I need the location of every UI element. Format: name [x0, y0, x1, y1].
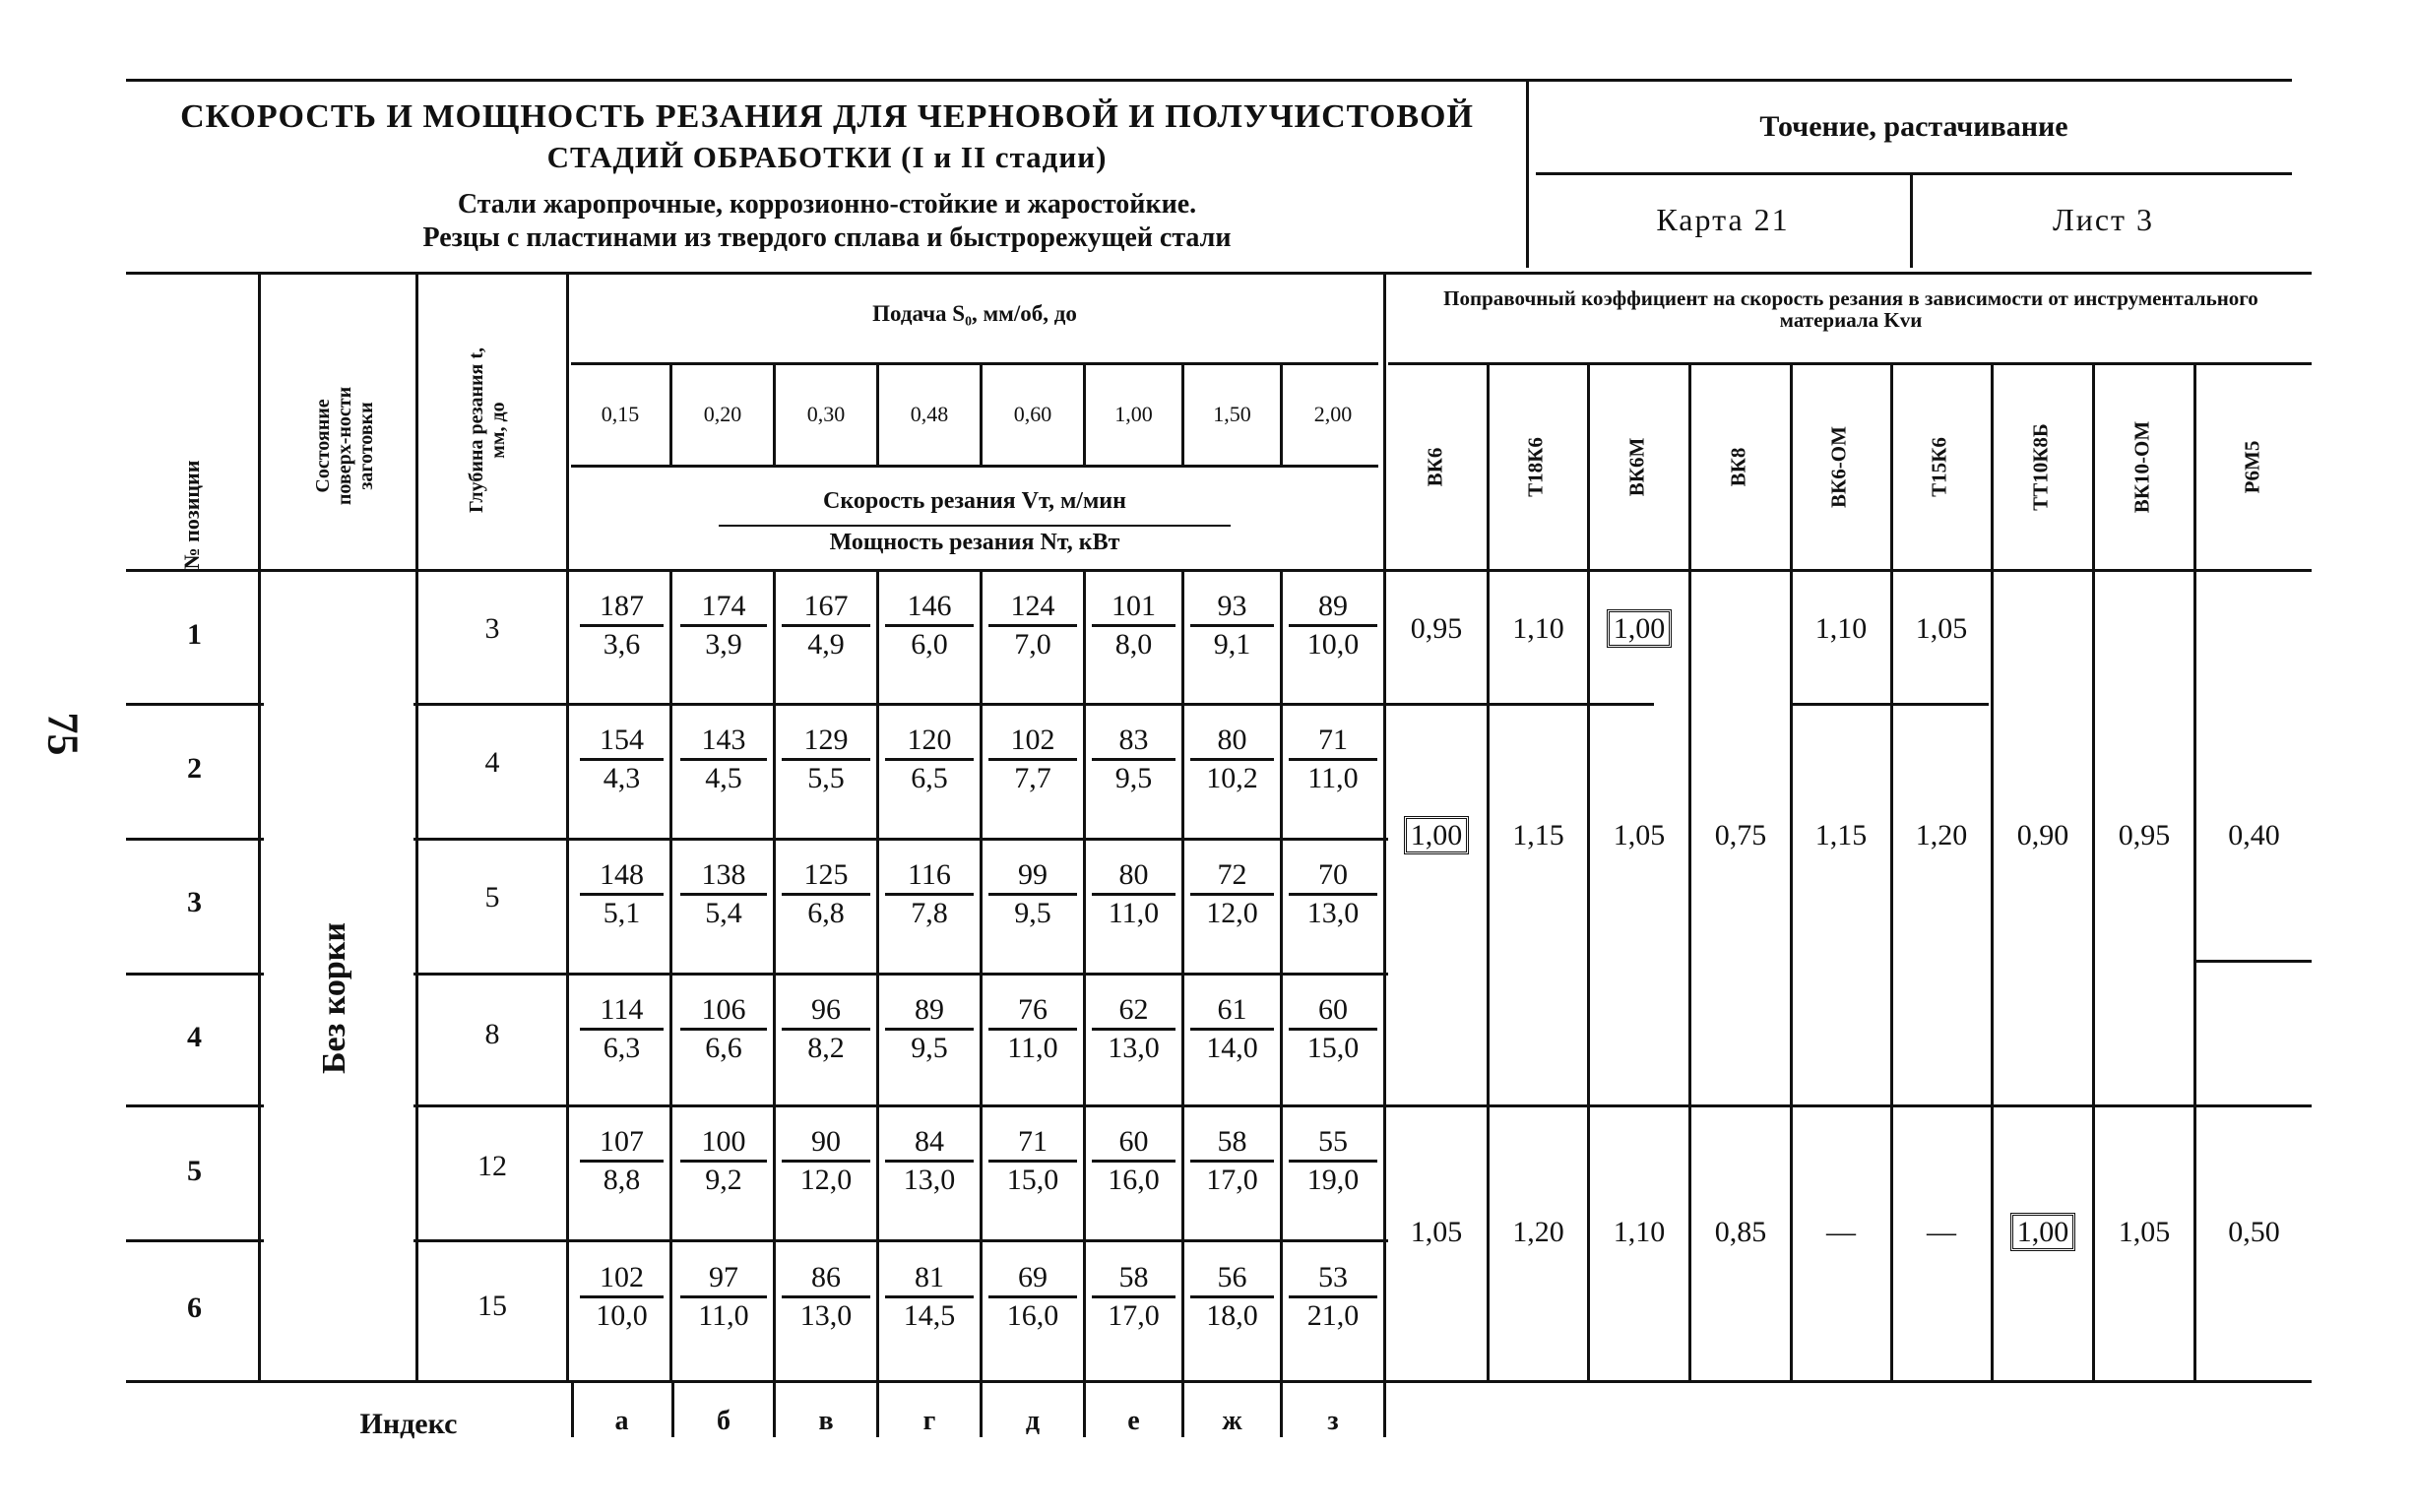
speed-power-cell — [680, 1124, 767, 1198]
body-col-5 — [1083, 569, 1086, 1380]
cutting-power: 9,2 — [705, 1164, 742, 1196]
material-label: ВК10-ОМ — [2129, 420, 2154, 514]
title-line-2: СТАДИЙ ОБРАБОТКИ (I и II стадии) — [546, 140, 1108, 174]
cutting-speed: 187 — [580, 589, 664, 627]
col-line-pos — [258, 272, 261, 1380]
cutting-speed: 58 — [1190, 1124, 1274, 1163]
speed-power-cell — [580, 992, 664, 1066]
speed-power-cell — [885, 1260, 974, 1334]
feed-value: 2,00 — [1313, 402, 1353, 426]
coef-value: 0,40 — [2228, 819, 2280, 851]
index-letter: з — [1327, 1406, 1339, 1436]
material-label: ВК6-ОМ — [1826, 426, 1851, 508]
coef-value: 0,50 — [2228, 1216, 2280, 1248]
cutting-power: 10,0 — [596, 1299, 648, 1332]
speed-power-cell — [680, 1260, 767, 1334]
cutting-power: 6,8 — [807, 897, 845, 929]
index-letter: г — [922, 1406, 936, 1436]
coef-value: 1,05 — [1613, 819, 1666, 851]
cutting-speed: 89 — [885, 992, 974, 1031]
coef-value: 1,05 — [1410, 1216, 1463, 1248]
speed-power-cell — [885, 723, 974, 796]
speed-power-cell — [988, 1260, 1077, 1334]
speed-power-cell — [1092, 723, 1175, 796]
speed-power-cell — [1092, 857, 1175, 931]
cutting-speed: 116 — [885, 857, 974, 896]
index-letter: д — [1025, 1406, 1041, 1436]
coef-value: 0,95 — [2118, 819, 2171, 851]
index-letter: в — [818, 1406, 834, 1436]
coef-value: 0,95 — [1410, 612, 1463, 645]
cutting-speed: 167 — [782, 589, 870, 627]
cutting-speed: 102 — [580, 1260, 664, 1298]
cutting-speed: 72 — [1190, 857, 1274, 896]
speed-power-cell — [680, 992, 767, 1066]
cutting-speed: 83 — [1092, 723, 1175, 761]
speed-power-cell — [1289, 857, 1377, 931]
cutting-speed: 100 — [680, 1124, 767, 1163]
coef-value — [1386, 819, 1487, 852]
cutting-power: 8,2 — [807, 1032, 845, 1064]
cutting-power: 12,0 — [799, 1164, 853, 1196]
cutting-power: 7,0 — [1014, 628, 1051, 661]
cutting-power: 13,0 — [799, 1299, 853, 1332]
body-col-1 — [669, 569, 672, 1380]
feed-value: 1,00 — [1114, 402, 1153, 426]
col-line-surface — [415, 272, 418, 1380]
cutting-speed: 138 — [680, 857, 767, 896]
header-divider — [1526, 79, 1529, 268]
cutting-power: 5,1 — [603, 897, 641, 929]
speed-power-cell — [1289, 1260, 1377, 1334]
speed-power-cell — [580, 723, 664, 796]
card-label: Карта 21 — [1656, 202, 1790, 237]
coef-value: 0,75 — [1714, 819, 1767, 851]
cutting-speed: 80 — [1092, 857, 1175, 896]
speed-power-cell — [1289, 723, 1377, 796]
cutting-power: 9,5 — [911, 1032, 948, 1064]
index-letter: а — [614, 1406, 629, 1436]
body-col-6 — [1181, 569, 1184, 1380]
cutting-power: 13,0 — [903, 1164, 956, 1196]
speed-power-cell — [1190, 723, 1274, 796]
cutting-power: 4,5 — [705, 762, 742, 794]
speed-power-cell — [1289, 1124, 1377, 1198]
feed-values-line — [571, 465, 1378, 468]
table-top-border — [126, 272, 2312, 275]
cutting-power: 14,5 — [903, 1299, 956, 1332]
row-depth: 12 — [477, 1150, 507, 1182]
cutting-speed: 55 — [1289, 1124, 1377, 1163]
cutting-power: 4,3 — [603, 762, 641, 794]
cutting-speed: 69 — [988, 1260, 1077, 1298]
cutting-power: 13,0 — [1108, 1032, 1160, 1064]
row-position: 1 — [187, 618, 202, 651]
material-label: ВК6 — [1423, 447, 1447, 487]
cutting-power: 4,9 — [807, 628, 845, 661]
speed-power-cell — [885, 992, 974, 1066]
coef-sep-d — [1388, 1104, 2312, 1107]
cutting-speed: 114 — [580, 992, 664, 1031]
index-letter: ж — [1222, 1406, 1242, 1436]
speed-power-cell — [1289, 992, 1377, 1066]
cutting-power: 5,5 — [807, 762, 845, 794]
speed-power-cell — [782, 992, 870, 1066]
coef-boxed: 1,00 — [2010, 1213, 2076, 1251]
coef-value: 1,10 — [1613, 1216, 1666, 1248]
cutting-speed: 90 — [782, 1124, 870, 1163]
cutting-power: 6,5 — [911, 762, 948, 794]
speed-power-cell — [1092, 992, 1175, 1066]
body-col-7 — [1280, 569, 1283, 1380]
feed-value: 0,15 — [601, 402, 640, 426]
coef-value — [1590, 612, 1688, 646]
col-line-depth — [566, 272, 569, 1380]
cutting-power: 7,7 — [1014, 762, 1051, 794]
cutting-speed: 70 — [1289, 857, 1377, 896]
body-col-4 — [980, 569, 983, 1380]
coef-value: 0,85 — [1714, 1216, 1767, 1248]
speed-power-cell — [1092, 589, 1175, 662]
body-col-3 — [876, 569, 879, 1380]
coef-value: 1,05 — [2118, 1216, 2171, 1248]
speed-power-cell — [1190, 589, 1274, 662]
row-position: 6 — [187, 1292, 202, 1324]
header-coef: Поправочный коэффициент на скорость резания в зависимости от инструментального материала Kvи — [1443, 286, 2258, 332]
speed-power-cell — [580, 1124, 664, 1198]
coef-value: 0,90 — [2016, 819, 2069, 851]
coef-value: — — [1826, 1216, 1856, 1248]
cutting-speed: 53 — [1289, 1260, 1377, 1298]
row-depth: 8 — [484, 1018, 500, 1050]
speed-power-cell — [988, 589, 1077, 662]
cutting-power: 19,0 — [1306, 1164, 1360, 1196]
speed-power-cell — [580, 1260, 664, 1334]
material-label: Р6М5 — [2240, 440, 2264, 494]
row-depth: 15 — [477, 1290, 507, 1322]
index-col-8 — [1383, 1383, 1386, 1437]
cutting-speed: 93 — [1190, 589, 1274, 627]
speed-power-cell — [988, 1124, 1077, 1198]
cutting-power: 9,5 — [1114, 762, 1153, 794]
cutting-power: 9,5 — [1014, 897, 1051, 929]
cutting-speed: 107 — [580, 1124, 664, 1163]
speed-power-cell — [782, 1124, 870, 1198]
cutting-power: 6,6 — [705, 1032, 742, 1064]
speed-power-cell — [580, 589, 664, 662]
feed-value: 0,60 — [1013, 402, 1052, 426]
header-feed: Подача S₀, мм/об, до — [872, 301, 1077, 326]
cutting-power: 3,6 — [603, 628, 641, 661]
feed-value: 0,48 — [910, 402, 949, 426]
speed-power-divider — [719, 525, 1231, 527]
cutting-power: 5,4 — [705, 897, 742, 929]
cutting-speed: 56 — [1190, 1260, 1274, 1298]
page-number: 75 — [38, 712, 88, 756]
cutting-speed: 80 — [1190, 723, 1274, 761]
cutting-power: 18,0 — [1206, 1299, 1258, 1332]
coef-value: 1,15 — [1512, 819, 1564, 851]
row-position: 3 — [187, 886, 202, 918]
header-surface: Состояние поверх-ности заготовки — [312, 386, 377, 506]
cutting-speed: 81 — [885, 1260, 974, 1298]
coef-sep-c — [2195, 960, 2312, 963]
cutting-power: 10,0 — [1306, 628, 1360, 661]
top-border — [126, 79, 2292, 82]
coef-value: 1,20 — [1915, 819, 1968, 851]
cutting-speed: 120 — [885, 723, 974, 761]
cutting-power: 12,0 — [1206, 897, 1258, 929]
material-label: Т15К6 — [1927, 437, 1951, 497]
cutting-speed: 148 — [580, 857, 664, 896]
material-label: Т18К6 — [1523, 437, 1548, 497]
speed-power-cell — [680, 589, 767, 662]
cutting-power: 17,0 — [1206, 1164, 1258, 1196]
coef-sep-a — [1388, 703, 1654, 706]
cutting-power: 14,0 — [1206, 1032, 1258, 1064]
speed-power-cell — [1092, 1260, 1175, 1334]
cutting-power: 11,0 — [1307, 762, 1359, 794]
cutting-power: 11,0 — [698, 1299, 749, 1332]
cutting-power: 13,0 — [1306, 897, 1360, 929]
speed-power-cell — [988, 857, 1077, 931]
header-depth: Глубина резания t, мм, до — [466, 346, 509, 514]
table-bottom-border — [126, 1380, 2312, 1383]
coef-value: 1,20 — [1512, 1216, 1564, 1248]
cutting-speed: 125 — [782, 857, 870, 896]
coef-value: 1,10 — [1512, 612, 1564, 645]
cutting-power: 6,3 — [603, 1032, 641, 1064]
speed-power-cell — [782, 589, 870, 662]
cutting-speed: 106 — [680, 992, 767, 1031]
subtitle-line-1: Стали жаропрочные, коррозионно-стойкие и жаростойкие. — [457, 189, 1197, 220]
coef-value: 1,10 — [1814, 612, 1868, 645]
speed-power-cell — [580, 857, 664, 931]
cutting-speed: 61 — [1190, 992, 1274, 1031]
speed-power-cell — [782, 1260, 870, 1334]
speed-power-cell — [1289, 589, 1377, 662]
feed-value: 1,50 — [1213, 402, 1251, 426]
cutting-speed: 60 — [1289, 992, 1377, 1031]
speed-label: Скорость резания Vт, м/мин — [823, 488, 1126, 514]
speed-power-cell — [1190, 992, 1274, 1066]
cutting-speed: 58 — [1092, 1260, 1175, 1298]
cutting-speed: 102 — [988, 723, 1077, 761]
speed-power-cell — [1190, 1124, 1274, 1198]
title-line-1: СКОРОСТЬ И МОЩНОСТЬ РЕЗАНИЯ ДЛЯ ЧЕРНОВОЙ И ПОЛУЧИСТОВОЙ — [180, 98, 1474, 135]
speed-power-cell — [1092, 1124, 1175, 1198]
cutting-speed: 60 — [1092, 1124, 1175, 1163]
cutting-speed: 99 — [988, 857, 1077, 896]
operation-label: Точение, растачивание — [1759, 110, 2068, 143]
cutting-power: 15,0 — [1306, 1032, 1360, 1064]
index-label: Индекс — [359, 1408, 458, 1440]
speed-power-cell — [988, 992, 1077, 1066]
cutting-power: 11,0 — [1007, 1032, 1058, 1064]
cutting-power: 15,0 — [1006, 1164, 1059, 1196]
power-label: Мощность резания Nт, кВт — [829, 530, 1120, 555]
cutting-speed: 146 — [885, 589, 974, 627]
feed-header-line — [571, 362, 1378, 365]
speed-power-cell — [988, 723, 1077, 796]
cutting-speed: 71 — [1289, 723, 1377, 761]
header-position: № позиции — [179, 460, 204, 570]
speed-power-cell — [885, 857, 974, 931]
row-depth: 5 — [484, 881, 500, 914]
speed-power-cell — [782, 857, 870, 931]
cutting-power: 8,0 — [1114, 628, 1153, 661]
material-label: ТТ10К8Б — [2028, 423, 2053, 511]
coef-value: — — [1927, 1216, 1956, 1248]
coef-value: 1,15 — [1814, 819, 1868, 851]
row-position: 5 — [187, 1155, 202, 1187]
speed-power-cell — [1190, 857, 1274, 931]
header-right-divider — [1536, 172, 2292, 175]
cutting-speed: 86 — [782, 1260, 870, 1298]
row-position: 2 — [187, 752, 202, 785]
table-header-bottom — [126, 569, 2312, 572]
cutting-power: 3,9 — [705, 628, 742, 661]
cutting-speed: 174 — [680, 589, 767, 627]
material-label: ВК6М — [1624, 437, 1649, 497]
cutting-speed: 143 — [680, 723, 767, 761]
speed-power-cell — [885, 1124, 974, 1198]
cutting-speed: 84 — [885, 1124, 974, 1163]
cutting-power: 16,0 — [1108, 1164, 1160, 1196]
row-position: 4 — [187, 1021, 202, 1053]
coef-value — [1994, 1216, 2092, 1249]
cutting-speed: 154 — [580, 723, 664, 761]
cutting-speed: 97 — [680, 1260, 767, 1298]
coef-boxed: 1,00 — [1607, 609, 1673, 648]
cutting-power: 16,0 — [1006, 1299, 1059, 1332]
subtitle-line-2: Резцы с пластинами из твердого сплава и быстрорежущей стали — [422, 222, 1232, 253]
cutting-power: 10,2 — [1206, 762, 1258, 794]
card-sheet-divider — [1910, 175, 1913, 268]
speed-power-cell — [782, 723, 870, 796]
speed-power-cell — [680, 723, 767, 796]
material-label: ВК8 — [1726, 447, 1750, 487]
cutting-speed: 71 — [988, 1124, 1077, 1163]
feed-value: 0,20 — [703, 402, 742, 426]
coef-header-line — [1388, 362, 2312, 365]
cutting-power: 9,1 — [1213, 628, 1251, 661]
coef-boxed: 1,00 — [1404, 816, 1470, 854]
cutting-power: 8,8 — [603, 1164, 641, 1196]
speed-power-cell — [680, 857, 767, 931]
cutting-power: 7,8 — [911, 897, 948, 929]
cutting-speed: 76 — [988, 992, 1077, 1031]
cutting-speed: 101 — [1092, 589, 1175, 627]
cutting-power: 6,0 — [911, 628, 948, 661]
coef-value: 1,05 — [1915, 612, 1968, 645]
cutting-speed: 62 — [1092, 992, 1175, 1031]
surface-state: Без корки — [316, 922, 352, 1074]
cutting-power: 11,0 — [1108, 897, 1160, 929]
index-letter: е — [1127, 1406, 1140, 1436]
sheet-label: Лист 3 — [2052, 202, 2154, 237]
cutting-speed: 124 — [988, 589, 1077, 627]
cutting-speed: 96 — [782, 992, 870, 1031]
speed-power-cell — [885, 589, 974, 662]
row-depth: 3 — [484, 612, 500, 645]
speed-power-cell — [1190, 1260, 1274, 1334]
cutting-speed: 89 — [1289, 589, 1377, 627]
index-letter: б — [717, 1406, 731, 1436]
row-depth: 4 — [484, 746, 500, 779]
cutting-power: 21,0 — [1306, 1299, 1360, 1332]
feed-value: 0,30 — [806, 402, 846, 426]
body-col-2 — [773, 569, 776, 1380]
cutting-speed: 129 — [782, 723, 870, 761]
cutting-power: 17,0 — [1108, 1299, 1160, 1332]
